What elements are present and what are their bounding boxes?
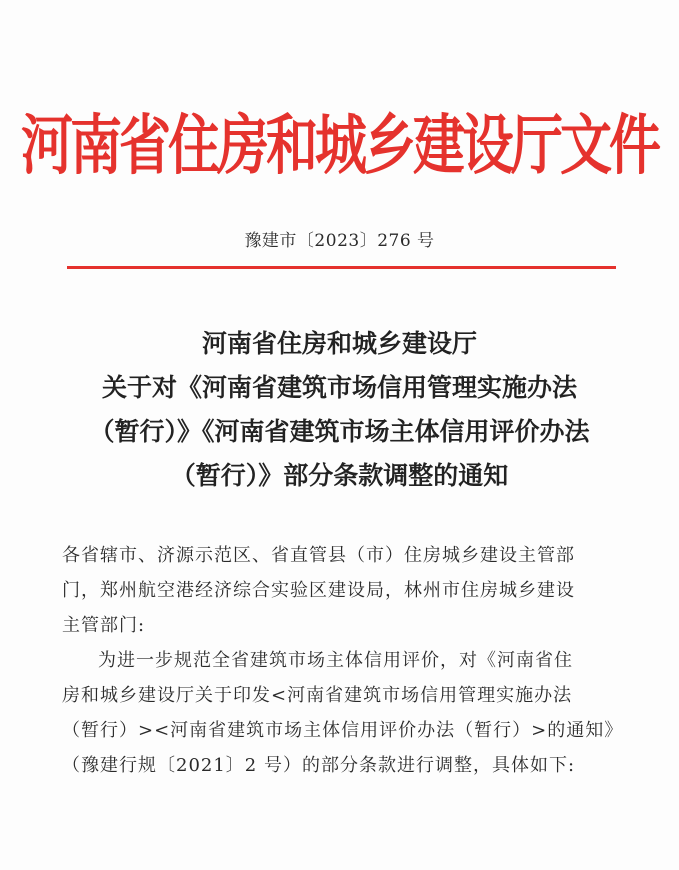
title-line: （暂行）》部分条款调整的通知	[170, 461, 509, 490]
document-number: 豫建市〔2023〕276 号	[244, 231, 435, 251]
title-line: 关于对《河南省建筑市场信用管理实施办法	[101, 373, 577, 402]
document-title	[0, 322, 679, 498]
body-line: （豫建行规〔2021〕2 号）的部分条款进行调整，具体如下:	[62, 755, 576, 776]
title-line: 河南省住房和城乡建设厅	[201, 329, 477, 358]
header-title: 河南省住房和城乡建设厅文件	[20, 108, 658, 184]
body-line: 主管部门:	[62, 615, 146, 636]
body-line: 各省辖市、济源示范区、省直管县（市）住房城乡建设主管部	[62, 545, 575, 566]
document-body	[62, 538, 622, 783]
body-line: 门，郑州航空港经济综合实验区建设局，林州市住房城乡建设	[62, 580, 575, 601]
body-line: （暂行）><河南省建筑市场主体信用评价办法（暂行）>的通知》	[62, 720, 624, 741]
title-line: （暂行）》《河南省建筑市场主体信用评价办法	[89, 417, 590, 446]
body-line: 为进一步规范全省建筑市场主体信用评价，对《河南省住	[98, 650, 573, 671]
body-line: 房和城乡建设厅关于印发<河南省建筑市场信用管理实施办法	[62, 685, 573, 706]
red-divider-line	[67, 266, 616, 269]
